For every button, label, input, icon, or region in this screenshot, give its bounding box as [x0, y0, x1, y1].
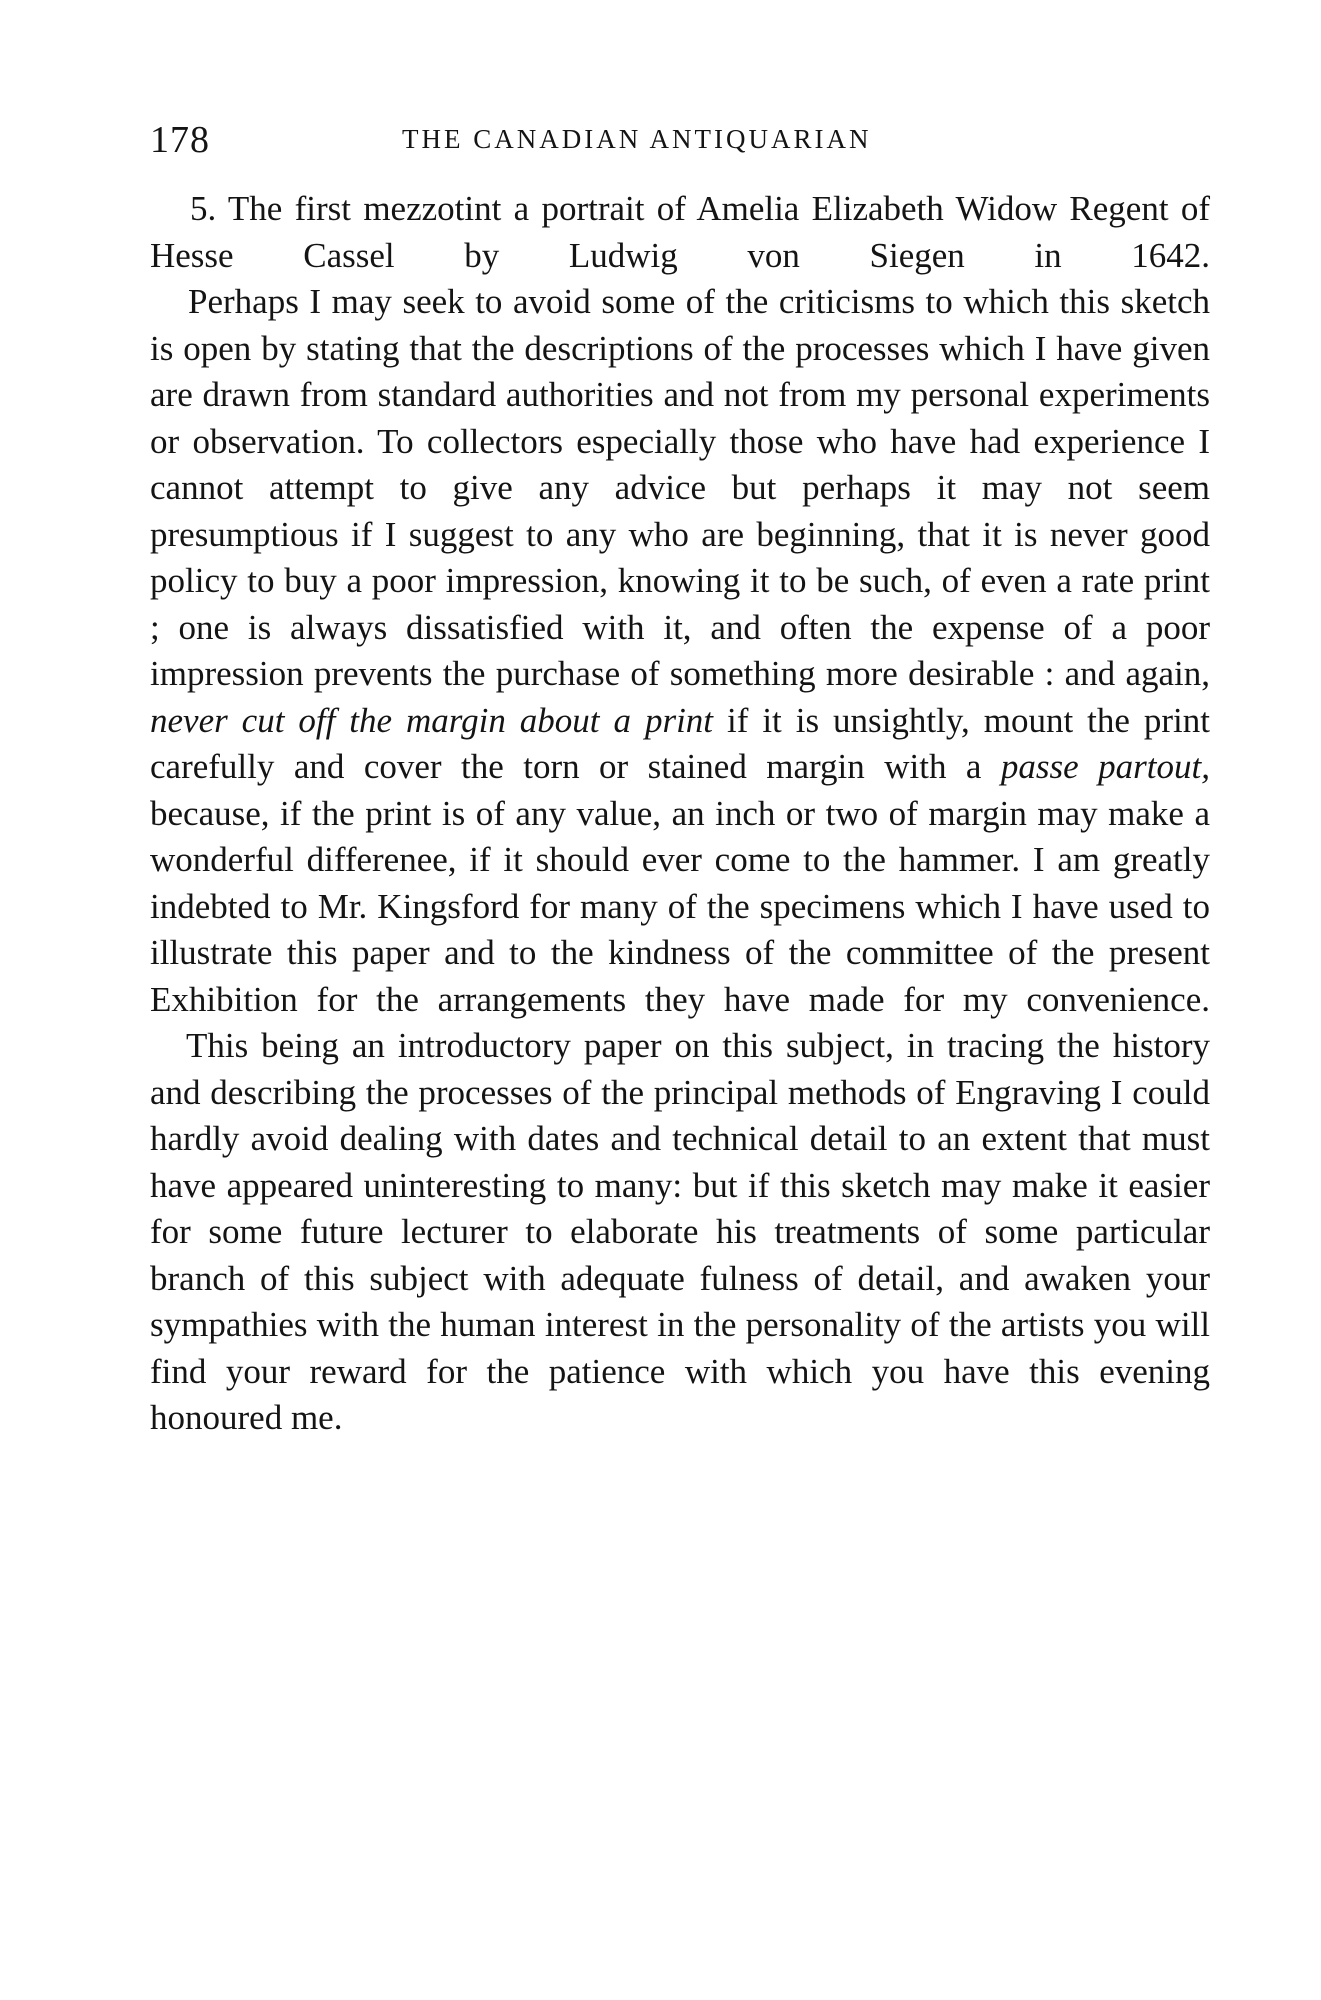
page-body — [150, 186, 1210, 1442]
paragraph-closing: This being an introductory paper on this subject, in tracing the history and describing the processes of the principal methods of Engraving I could hardly avoid dealing with dates and technical detail to an extent that must have appeared uninteresting to many: but if this sketch may make it easier for some future lecturer to elaborate his treatments of some particular branch of this subject with adequate fulness of detail, and awaken your sympathies with the human interest in the personality of the artists you will find your reward for the patience with which you have this evening honoured me. — [150, 1026, 1210, 1437]
paragraph-text: Perhaps I may seek to avoid some of the criticisms to which this sketch is open by stating that the descriptions of the processes which I have given are drawn from standard authorities and not from my personal experiments or observation. To collectors especially those who have had experience I cannot attempt to give any advice but perhaps it may not seem presumptious if I suggest to any who are beginning, that it is never good policy to buy a poor impression, knowing it to be such, of even a rate print ; one is always dissatisfied with it, and often the expense of a poor impression prevents the purchase of something more desirable : and again, — [150, 282, 1210, 693]
paragraph-numbered-item: 5. The first mezzotint a portrait of Amelia Elizabeth Widow Regent of Hesse Cassel by Ludwig von Siegen in 1642. — [150, 189, 1210, 275]
page-number: 178 — [150, 119, 210, 161]
page-header — [150, 118, 1210, 161]
italic-phrase: passe partout, — [1000, 747, 1210, 786]
paragraph-collectors-advice — [150, 279, 1210, 1023]
paragraph-text: because, if the print is of any value, an inch or two of margin may make a wonderful differenee, if it should ever come to the hammer. I am greatly indebted to Mr. Kingsford for many of the specimens which I have used to illustrate this paper and to the kindness of the committee of the present Exhibition for the arrangements they have made for my convenience. — [150, 793, 1210, 1019]
paragraph-text: if it is unsightly, mount the print carefully and cover the torn or stained margin with a — [150, 700, 1210, 786]
running-title: THE CANADIAN ANTIQUARIAN — [402, 124, 872, 154]
italic-phrase: never cut off the margin about a print — [150, 700, 714, 740]
